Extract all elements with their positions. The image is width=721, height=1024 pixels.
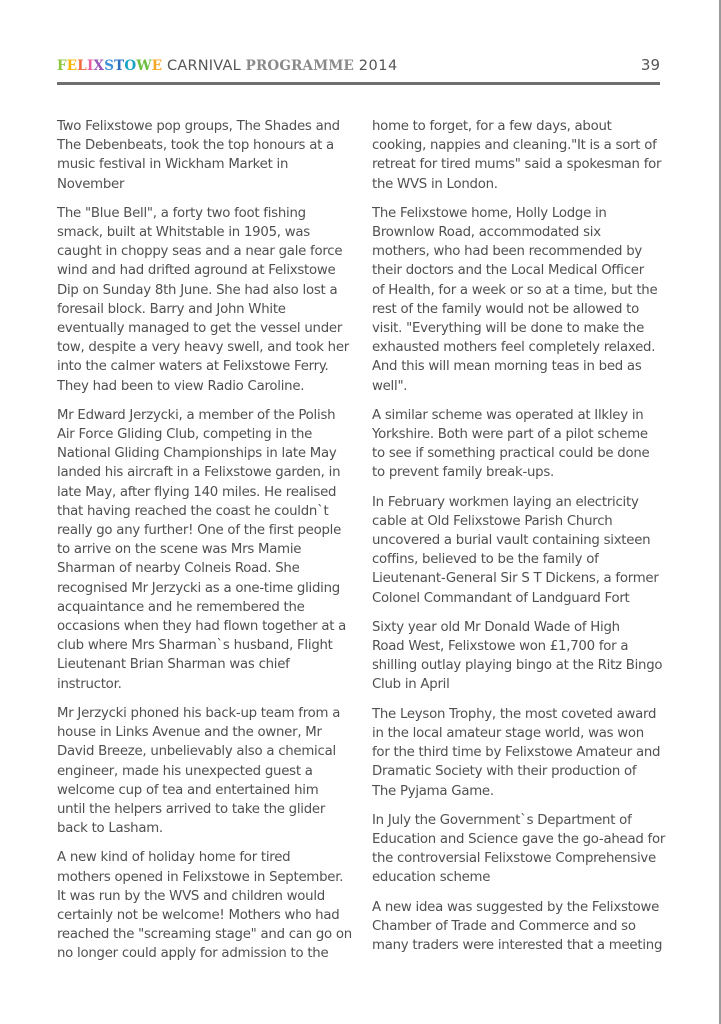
text-line: certainly not be welcome! Mothers who had [57,907,340,923]
text-line: the WVS in London. [372,176,498,192]
paragraph [372,898,672,956]
text-line: no longer could apply for admission to the [57,946,329,962]
title-programme: PROGRAMME [245,58,354,74]
brand-letter: W [136,58,152,74]
brand-letter: F [57,58,67,74]
text-line: November [57,176,125,192]
paragraph [372,117,672,194]
brand-letter: E [66,58,78,74]
page-header [57,54,660,78]
text-line: A new idea was suggested by the Felixstowe [372,899,660,915]
text-line: that having reached the coast he couldn`t [57,503,329,519]
text-line: eventually managed to get the vessel under [57,321,343,337]
text-line: acquaintance and he remembered the [57,599,305,615]
text-line: Air Force Gliding Club, competing in the [57,427,313,443]
text-line: visit. "Everything will be done to make the [372,321,645,337]
text-line: reached the "screaming stage" and can go on [57,927,352,943]
text-line: cooking, nappies and cleaning."It is a sort of [372,138,657,154]
title-carnival: CARNIVAL [167,58,241,74]
text-line: Dip on Sunday 8th June. She had also lost a [57,282,338,298]
text-line: club where Mrs Sharman`s husband, Flight [57,638,333,654]
running-title [57,56,398,74]
text-line: caught in choppy seas and a near gale force [57,244,343,260]
text-line: wind and had drifted aground at Felixstowe [57,263,336,279]
text-line: Dramatic Society with their production of [372,764,637,780]
text-line: engineer, made his unexpected guest a [57,763,313,779]
text-line: in the local amateur stage world, was won [372,725,644,741]
text-line: A new kind of holiday home for tired [57,850,291,866]
header-rule [57,82,660,85]
text-line: tow, despite a very heavy swell, and took her [57,340,349,356]
text-line: Education and Science gave the go-ahead for [372,831,666,847]
brand-letter: I [87,58,94,74]
paragraph [57,117,357,194]
text-line: landed his aircraft in a Felixstowe garden, in [57,465,341,481]
text-line: The Debenbeats, took the top honours at a [57,138,334,154]
text-line: instructor. [57,676,122,692]
text-line: shilling outlay playing bingo at the Ritz Bingo [372,658,663,674]
text-line: It was run by the WVS and children would [57,888,325,904]
text-line: The Leyson Trophy, the most coveted award [372,706,657,722]
text-line: The Felixstowe home, Holly Lodge in [372,205,607,221]
text-line: back to Lasham. [57,821,163,837]
text-line: foresail block. Barry and John White [57,301,286,317]
text-line: Lieutenant Brian Sharman was chief [57,657,290,673]
text-line: home to forget, for a few days, about [372,119,612,134]
paragraph [372,618,672,695]
text-line: late May, after flying 140 miles. He realised [57,484,337,500]
text-line: the controversial Felixstowe Comprehensive [372,851,656,867]
brand-letter: X [93,58,105,74]
brand-letter: O [124,58,137,74]
paragraph [57,704,357,838]
text-line: Road West, Felixstowe won £1,700 for a [372,639,629,655]
left-column [57,117,357,974]
text-line: music festival in Wickham Market in [57,157,289,173]
text-line: smack, built at Whitstable in 1905, was [57,225,310,241]
text-line: Club in April [372,677,450,693]
paragraph [57,848,357,963]
text-line: education scheme [372,870,491,886]
text-line: Colonel Commandant of Landguard Fort [372,590,630,606]
brand-letter: L [77,58,87,74]
paragraph [57,204,357,396]
text-line: rest of the family would not be allowed to [372,301,639,317]
text-line: their doctors and the Local Medical Officer [372,263,644,279]
brand-letter: S [104,58,115,74]
text-line: retreat for tired mums" said a spokesman for [372,157,662,173]
text-line: Two Felixstowe pop groups, The Shades and [57,119,340,134]
text-line: house in Links Avenue and the owner, Mr [57,725,322,741]
text-line: mothers opened in Felixstowe in September. [57,869,344,885]
text-line: Yorkshire. Both were part of a pilot scheme [372,427,648,443]
text-line: to arrive on the scene was Mrs Mamie [57,542,302,558]
text-line: The Pyjama Game. [372,783,494,799]
text-line: Lieutenant-General Sir S T Dickens, a former [372,571,659,587]
paragraph [372,705,672,801]
text-line: In February workmen laying an electricity [372,494,639,510]
text-line: exhausted mothers feel completely relaxed. [372,340,656,356]
text-line: recognised Mr Jerzycki as a one-time gliding [57,580,340,596]
brand-letter: T [114,58,125,74]
text-line: They had been to view Radio Caroline. [57,378,305,394]
text-line: David Breeze, unbelievably also a chemical [57,744,336,760]
page-number: 39 [640,56,660,74]
text-line: coffins, believed to be the family of [372,552,599,568]
text-line: National Gliding Championships in late May [57,446,337,462]
paragraph [372,406,672,483]
paragraph [372,204,672,396]
text-line: until the helpers arrived to take the glider [57,801,326,817]
brand-letter: E [151,58,163,74]
text-line: uncovered a burial vault containing sixteen [372,533,651,549]
text-line: Brownlow Road, accommodated six [372,225,601,241]
text-line: And this will mean morning teas in bed as [372,359,642,375]
text-line: really go any further! One of the first people [57,523,342,539]
right-column [372,117,672,965]
text-line: to see if something practical could be done [372,446,650,462]
paragraph [372,493,672,608]
text-line: Chamber of Trade and Commerce and so [372,918,636,934]
text-line: into the calmer waters at Felixstowe Ferry. [57,359,329,375]
paragraph [372,811,672,888]
text-line: cable at Old Felixstowe Parish Church [372,513,613,529]
text-line: Sixty year old Mr Donald Wade of High [372,619,620,635]
text-line: Mr Jerzycki phoned his back-up team from a [57,705,341,721]
text-line: The "Blue Bell", a forty two foot fishing [57,205,306,221]
text-line: Sharman of nearby Colneis Road. She [57,561,300,577]
text-line: welcome cup of tea and entertained him [57,782,319,798]
text-line: well". [372,378,408,394]
text-line: occasions when they had flown together at a [57,619,347,635]
text-line: A similar scheme was operated at Ilkley in [372,407,644,423]
text-line: In July the Government`s Department of [372,812,632,828]
brand-felixstowe [57,58,162,74]
text-line: mothers, who had been recommended by [372,244,643,260]
text-line: to prevent family break-ups. [372,465,555,481]
text-line: many traders were interested that a meeting [372,937,663,953]
text-line: Mr Edward Jerzycki, a member of the Polish [57,407,336,423]
text-line: of Health, for a week or so at a time, but the [372,282,658,298]
paragraph [57,406,357,694]
title-year: 2014 [358,58,398,74]
text-line: for the third time by Felixstowe Amateur and [372,745,661,761]
